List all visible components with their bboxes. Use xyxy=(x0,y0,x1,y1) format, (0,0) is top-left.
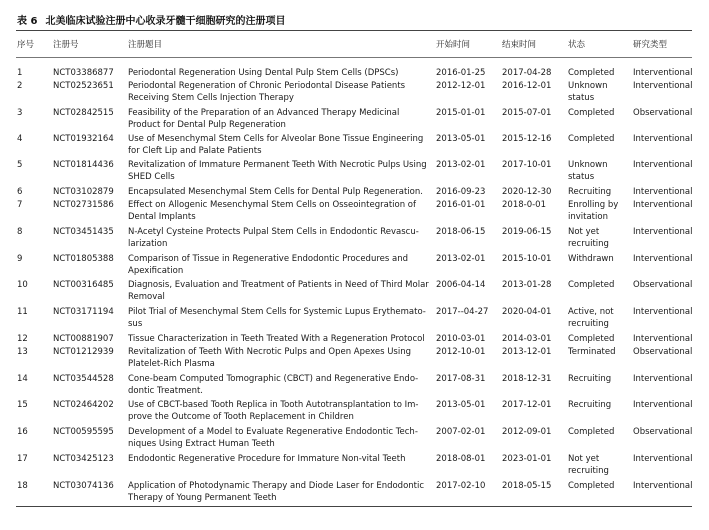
start-date: 2017-08-31 xyxy=(436,374,486,384)
registration-number: NCT03386877 xyxy=(53,68,114,78)
start-date: 2007-02-01 xyxy=(436,427,486,437)
start-date: 2012-10-01 xyxy=(436,347,486,357)
study-type: Interventional xyxy=(633,160,693,170)
end-date: 2013-01-28 xyxy=(502,280,552,290)
study-type: Interventional xyxy=(633,254,693,264)
registration-number: NCT03425123 xyxy=(53,454,114,464)
start-date: 2016-09-23 xyxy=(436,187,486,197)
start-date: 2012-12-01 xyxy=(436,81,486,91)
registration-number: NCT02731586 xyxy=(53,200,114,210)
study-type: Interventional xyxy=(633,307,693,317)
registration-number: NCT01814436 xyxy=(53,160,114,170)
registration-title: Periodontal Regeneration Using Dental Pulp Stem Cells (DPSCs) xyxy=(128,68,399,78)
start-date: 2013-02-01 xyxy=(436,254,486,264)
study-type: Interventional xyxy=(633,227,693,237)
registration-number: NCT01805388 xyxy=(53,254,114,264)
study-type: Interventional xyxy=(633,334,693,344)
row-number: 3 xyxy=(17,108,23,118)
end-date: 2016-12-01 xyxy=(502,81,552,91)
registration-title: Cone-beam Computed Tomographic (CBCT) and Regenerative Endo-dontic Treatment. xyxy=(128,374,419,396)
registration-number: NCT00316485 xyxy=(53,280,114,290)
registration-number: NCT03102879 xyxy=(53,187,114,197)
registration-title: Development of a Model to Evaluate Regenerative Endodontic Tech-niques Using Extract Human Teeth xyxy=(128,427,418,449)
row-number: 9 xyxy=(17,254,23,264)
registration-title: Comparison of Tissue in Regenerative Endodontic Procedures and Apexification xyxy=(128,254,408,276)
registration-title: Feasibility of the Preparation of an Advanced Therapy Medicinal Product for Dental Pulp Regeneration xyxy=(128,108,400,130)
status: Completed xyxy=(568,334,615,344)
study-type: Interventional xyxy=(633,200,693,210)
registration-title: N-Acetyl Cysteine Protects Pulpal Stem Cells in Endodontic Revascu-larization xyxy=(128,227,419,249)
study-type: Interventional xyxy=(633,134,693,144)
study-type: Observational xyxy=(633,347,693,357)
status: Withdrawn xyxy=(568,254,614,264)
registration-number: NCT03171194 xyxy=(53,307,114,317)
bottom-rule xyxy=(16,506,692,507)
end-date: 2017-10-01 xyxy=(502,160,552,170)
status: Completed xyxy=(568,108,615,118)
study-type: Observational xyxy=(633,280,693,290)
start-date: 2010-03-01 xyxy=(436,334,486,344)
end-date: 2012-09-01 xyxy=(502,427,552,437)
status: Recruiting xyxy=(568,400,612,410)
header-type: 研究类型 xyxy=(633,40,668,50)
end-date: 2014-03-01 xyxy=(502,334,552,344)
start-date: 2018-08-01 xyxy=(436,454,486,464)
status: Enrolling by invitation xyxy=(568,200,619,222)
study-type: Interventional xyxy=(633,454,693,464)
end-date: 2017-12-01 xyxy=(502,400,552,410)
row-number: 17 xyxy=(17,454,28,464)
row-number: 10 xyxy=(17,280,28,290)
registration-title: Tissue Characterization in Teeth Treated With a Regeneration Protocol xyxy=(128,334,425,344)
status: Unknown status xyxy=(568,81,608,103)
row-number: 7 xyxy=(17,200,23,210)
registration-title: Revitalization of Immature Permanent Teeth With Necrotic Pulps Using SHED Cells xyxy=(128,160,427,182)
status: Recruiting xyxy=(568,187,612,197)
start-date: 2013-05-01 xyxy=(436,400,486,410)
study-type: Interventional xyxy=(633,68,693,78)
table-caption xyxy=(17,12,285,27)
end-date: 2020-04-01 xyxy=(502,307,552,317)
row-number: 2 xyxy=(17,81,23,91)
row-number: 16 xyxy=(17,427,28,437)
start-date: 2017--04-27 xyxy=(436,307,489,317)
registration-number: NCT03451435 xyxy=(53,227,114,237)
header-status: 状态 xyxy=(568,40,586,50)
start-date: 2016-01-01 xyxy=(436,200,486,210)
row-number: 11 xyxy=(17,307,28,317)
row-number: 18 xyxy=(17,481,28,491)
end-date: 2019-06-15 xyxy=(502,227,552,237)
registration-title: Use of Mesenchymal Stem Cells for Alveolar Bone Tissue Engineering for Cleft Lip and Palate Patients xyxy=(128,134,424,156)
study-type: Observational xyxy=(633,427,693,437)
status: Completed xyxy=(568,280,615,290)
registration-title: Revitalization of Teeth With Necrotic Pulps and Open Apexes Using Platelet-Rich Plasma xyxy=(128,347,411,369)
registration-number: NCT00595595 xyxy=(53,427,114,437)
registration-title: Use of CBCT-based Tooth Replica in Tooth Autotransplantation to Im-prove the Outcome of Tooth Replacement in Children xyxy=(128,400,419,422)
end-date: 2018-0-01 xyxy=(502,200,546,210)
study-type: Interventional xyxy=(633,400,693,410)
end-date: 2018-12-31 xyxy=(502,374,552,384)
status: Completed xyxy=(568,134,615,144)
table-title: 北美临床试验注册中心收录牙髓干细胞研究的注册项目 xyxy=(45,16,286,27)
registration-number: NCT03544528 xyxy=(53,374,114,384)
end-date: 2015-12-16 xyxy=(502,134,552,144)
registration-title: Pilot Trial of Mesenchymal Stem Cells for Systemic Lupus Erythemato-sus xyxy=(128,307,426,329)
header-registration: 注册号 xyxy=(53,40,79,50)
header-rule xyxy=(16,57,692,58)
start-date: 2017-02-10 xyxy=(436,481,486,491)
registration-number: NCT01932164 xyxy=(53,134,114,144)
row-number: 5 xyxy=(17,160,23,170)
row-number: 1 xyxy=(17,68,23,78)
start-date: 2015-01-01 xyxy=(436,108,486,118)
end-date: 2015-10-01 xyxy=(502,254,552,264)
status: Completed xyxy=(568,68,615,78)
end-date: 2020-12-30 xyxy=(502,187,552,197)
row-number: 6 xyxy=(17,187,23,197)
registration-title: Encapsulated Mesenchymal Stem Cells for Dental Pulp Regeneration. xyxy=(128,187,423,197)
study-type: Interventional xyxy=(633,187,693,197)
row-number: 13 xyxy=(17,347,28,357)
registration-title: Periodontal Regeneration of Chronic Periodontal Disease Patients Receiving Stem Cells Injection Therapy xyxy=(128,81,406,103)
start-date: 2016-01-25 xyxy=(436,68,486,78)
end-date: 2017-04-28 xyxy=(502,68,552,78)
study-type: Interventional xyxy=(633,81,693,91)
start-date: 2013-05-01 xyxy=(436,134,486,144)
study-type: Observational xyxy=(633,108,693,118)
registration-number: NCT00881907 xyxy=(53,334,114,344)
header-start: 开始时间 xyxy=(436,40,471,50)
status: Not yet recruiting xyxy=(568,454,609,476)
status: Recruiting xyxy=(568,374,612,384)
header-title: 注册题目 xyxy=(128,40,163,50)
registration-title: Endodontic Regenerative Procedure for Immature Non-vital Teeth xyxy=(128,454,406,464)
end-date: 2018-05-15 xyxy=(502,481,552,491)
row-number: 8 xyxy=(17,227,23,237)
registration-number: NCT02842515 xyxy=(53,108,114,118)
table-label: 表 6 xyxy=(17,16,38,27)
row-number: 14 xyxy=(17,374,28,384)
end-date: 2023-01-01 xyxy=(502,454,552,464)
status: Completed xyxy=(568,427,615,437)
status: Active, not recruiting xyxy=(568,307,614,329)
status: Unknown status xyxy=(568,160,608,182)
registration-number: NCT01212939 xyxy=(53,347,114,357)
registration-number: NCT03074136 xyxy=(53,481,114,491)
registration-number: NCT02523651 xyxy=(53,81,114,91)
row-number: 12 xyxy=(17,334,28,344)
row-number: 4 xyxy=(17,134,23,144)
registration-title: Effect on Allogenic Mesenchymal Stem Cells on Osseointegration of Dental Implants xyxy=(128,200,417,222)
start-date: 2018-06-15 xyxy=(436,227,486,237)
status: Terminated xyxy=(568,347,616,357)
header-end: 结束时间 xyxy=(502,40,537,50)
top-rule xyxy=(16,30,692,31)
row-number: 15 xyxy=(17,400,28,410)
registration-title: Application of Photodynamic Therapy and Diode Laser for Endodontic Therapy of Young Permanent Teeth xyxy=(128,481,425,503)
header-no: 序号 xyxy=(17,40,35,50)
end-date: 2013-12-01 xyxy=(502,347,552,357)
registration-title: Diagnosis, Evaluation and Treatment of Patients in Need of Third Molar Removal xyxy=(128,280,429,302)
start-date: 2013-02-01 xyxy=(436,160,486,170)
status: Not yet recruiting xyxy=(568,227,609,249)
study-type: Interventional xyxy=(633,481,693,491)
study-type: Interventional xyxy=(633,374,693,384)
start-date: 2006-04-14 xyxy=(436,280,486,290)
status: Completed xyxy=(568,481,615,491)
registration-number: NCT02464202 xyxy=(53,400,114,410)
end-date: 2015-07-01 xyxy=(502,108,552,118)
